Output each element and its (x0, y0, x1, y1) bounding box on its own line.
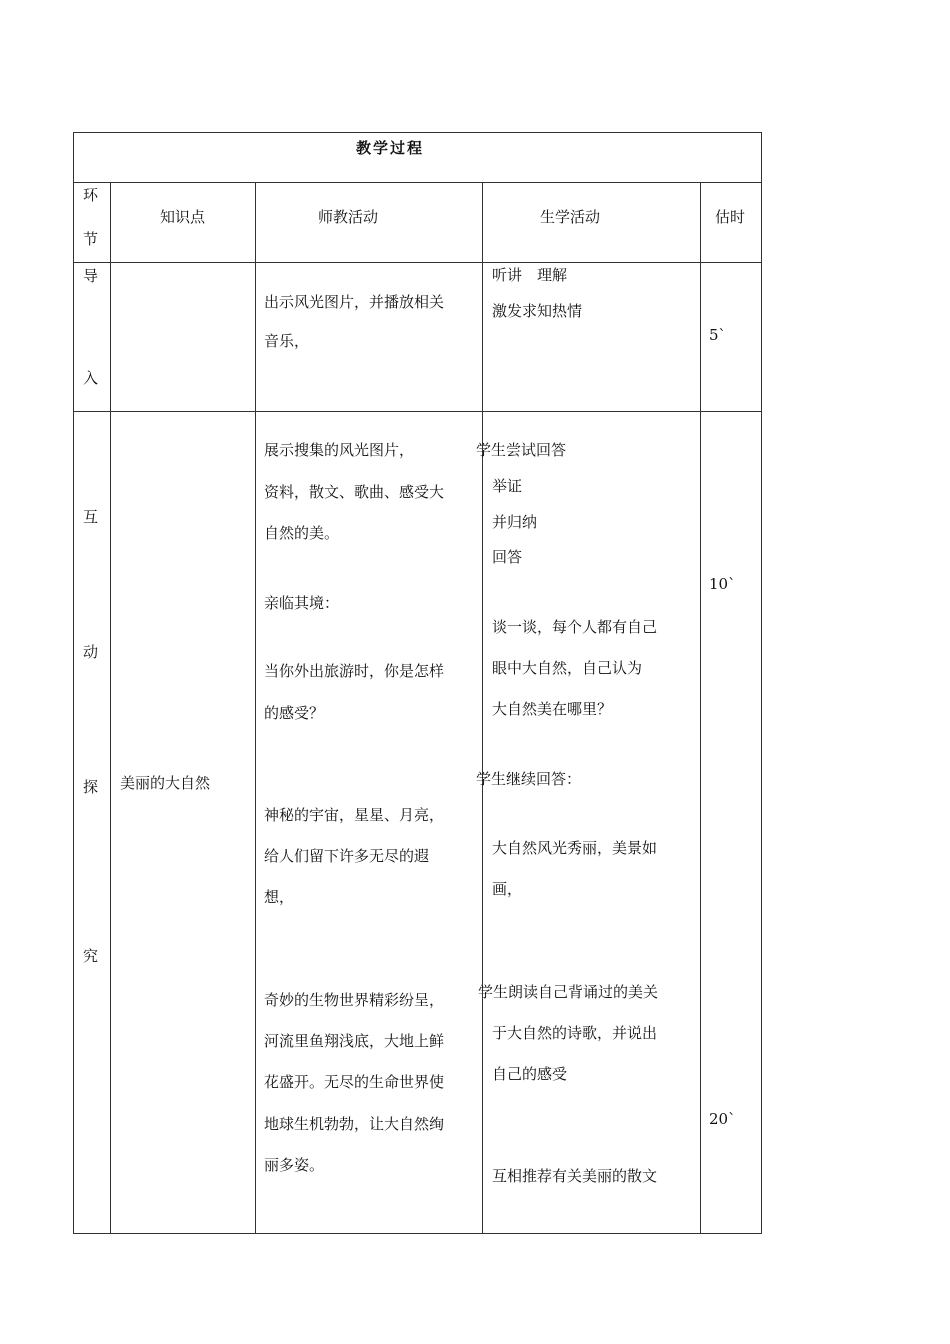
interactive-section-char: 互 (83, 508, 99, 526)
intro-section-2: 入 (83, 369, 99, 387)
col-divider-4 (700, 182, 701, 1233)
col-divider-2 (255, 182, 256, 1233)
interactive-teacher-line: 河流里鱼翔浅底，大地上鲜 (264, 1032, 445, 1050)
interactive-teacher-line: 神秘的宇宙，星星、月亮， (264, 806, 445, 824)
interactive-section-char: 动 (83, 643, 99, 661)
row-divider-header (74, 262, 761, 263)
interactive-teacher-line: 当你外出旅游时，你是怎样 (264, 662, 445, 680)
interactive-knowledge: 美丽的大自然 (120, 774, 211, 792)
interactive-time-2: 20` (709, 1110, 736, 1128)
interactive-student-line: 学生朗读自己背诵过的美关 (478, 983, 659, 1001)
intro-teacher-line: 出示风光图片，并播放相关 (264, 293, 445, 311)
interactive-student-line: 自己的感受 (492, 1065, 568, 1083)
interactive-student-line: 大自然美在哪里？ (492, 700, 613, 718)
interactive-time-1: 10` (709, 575, 736, 593)
intro-student-line: 激发求知热情 (492, 302, 583, 320)
interactive-student-line: 眼中大自然，自己认为 (492, 659, 643, 677)
interactive-teacher-line: 地球生机勃勃，让大自然绚 (264, 1115, 445, 1133)
table-title: 教学过程 (356, 139, 425, 157)
interactive-teacher-line: 的感受？ (264, 704, 325, 722)
interactive-student-line: 举证 (492, 477, 523, 495)
interactive-student-line: 互相推荐有关美丽的散文 (492, 1167, 658, 1185)
interactive-teacher-line: 给人们留下许多无尽的遐 (264, 847, 430, 865)
interactive-teacher-line: 自然的美。 (264, 524, 340, 542)
col-divider-1 (110, 182, 111, 1233)
intro-student-line: 听讲 理解 (492, 266, 568, 284)
header-student: 生学活动 (540, 208, 601, 226)
header-section-1: 环 (83, 186, 99, 204)
interactive-teacher-line: 亲临其境： (264, 594, 340, 612)
intro-section-1: 导 (83, 267, 99, 285)
intro-teacher-line: 音乐， (264, 332, 310, 350)
interactive-student-line: 大自然风光秀丽，美景如 (492, 839, 658, 857)
interactive-section-char: 探 (83, 778, 99, 796)
header-knowledge: 知识点 (160, 208, 206, 226)
interactive-student-line: 于大自然的诗歌，并说出 (492, 1024, 658, 1042)
lesson-process-table (73, 132, 762, 1234)
interactive-teacher-line: 资料，散文、歌曲、感受大 (264, 483, 445, 501)
interactive-student-line: 回答 (492, 548, 523, 566)
interactive-section-char: 究 (83, 947, 99, 965)
header-teacher: 师教活动 (318, 208, 379, 226)
interactive-student-line: 学生继续回答： (476, 770, 582, 788)
intro-time: 5` (709, 326, 727, 344)
interactive-teacher-line: 想， (264, 888, 295, 906)
row-divider-title (74, 182, 761, 183)
header-time: 估时 (715, 208, 746, 226)
interactive-teacher-line: 丽多姿。 (264, 1156, 325, 1174)
interactive-student-line: 谈一谈，每个人都有自己 (492, 618, 658, 636)
interactive-teacher-line: 花盛开。无尽的生命世界使 (264, 1073, 445, 1091)
col-divider-3 (482, 182, 483, 1233)
interactive-student-line: 学生尝试回答 (476, 441, 567, 459)
interactive-teacher-line: 奇妙的生物世界精彩纷呈， (264, 991, 445, 1009)
header-section-2: 节 (83, 230, 99, 248)
interactive-student-line: 画， (492, 880, 523, 898)
interactive-student-line: 并归纳 (492, 513, 538, 531)
row-divider-intro (74, 411, 761, 412)
interactive-teacher-line: 展示搜集的风光图片， (264, 441, 415, 459)
